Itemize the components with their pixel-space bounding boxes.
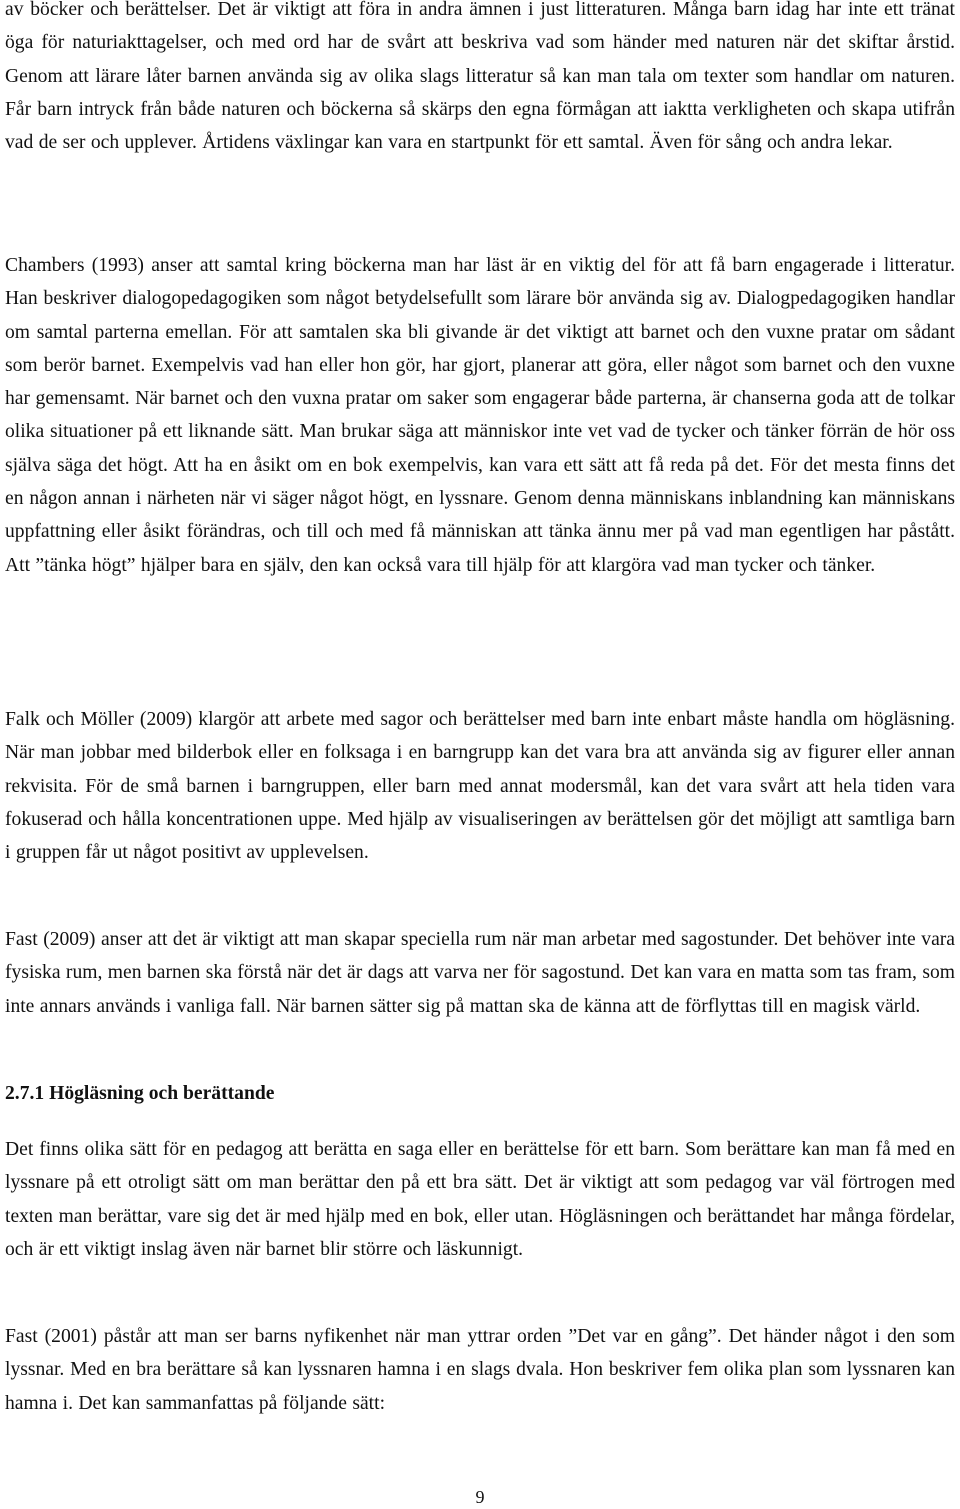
page-number: 9 xyxy=(475,1487,485,1507)
section-heading: 2.7.1 Högläsning och berättande xyxy=(5,1083,275,1104)
paragraph-nature-literature: av böcker och berättelser. Det är viktigt att föra in andra ämnen i just litteraturen. Många barn idag har inte ett tränat öga för naturiakttagelser, och med ord har de svårt att beskriva vad som händer med naturen när det skiftar årstid. Genom att lärare låter barnen använda sig av olika slags litteratur så kan man tala om texter som handlar om naturen. Får barn intryck från både naturen och böckerna så skärps den egna förmågan att iaktta verkligheten och skapa utifrån vad de ser och upplever. Årtidens växlingar kan vara en startpunkt för ett samtal. Även för sång och andra lekar. xyxy=(5,0,955,154)
paragraph-falk-moller: Falk och Möller (2009) klargör att arbete med sagor och berättelser med barn inte enbart måste handla om högläsning. När man jobbar med bilderbok eller en folksaga i en barngrupp kan det vara bra att använda sig av figurer eller annan rekvisita. För de små barnen i barngruppen, eller barn med annat modersmål, kan det vara svårt att hela tiden vara fokuserad och hålla koncentrationen uppe. Med hjälp av visualiseringen av berättelsen gör det möjligt att samtliga barn i gruppen får ut något positivt av upplevelsen. xyxy=(5,709,955,864)
paragraph-fast-2001: Fast (2001) påstår att man ser barns nyfikenhet när man yttrar orden ”Det var en gång”. Det händer något i den som lyssnar. Med en bra berättare så kan lyssnaren hamna i en slags dvala. Hon beskriver fem olika plan som lyssnaren kan hamna i. Det kan sammanfattas på följande sätt: xyxy=(5,1326,955,1414)
paragraph-fast-2009: Fast (2009) anser att det är viktigt att man skapar speciella rum när man arbetar med sagostunder. Det behöver inte vara fysiska rum, men barnen ska förstå när det är dags att varva ner för sagostund. Det kan vara en matta som tas fram, som inte annars används i vanliga fall. När barnen sätter sig på mattan ska de känna att de förflyttas till en magisk värld. xyxy=(5,929,955,1017)
paragraph-storytelling: Det finns olika sätt för en pedagog att berätta en saga eller en berättelse för ett barn. Som berättare kan man få med en lyssnare på ett otroligt sätt om man berättar den på ett bra sätt. Det är viktigt att som pedagog var väl förtrogen med texten man berättar, vare sig det är med hjälp med en bok, eller utan. Högläsningen och berättandet har många fördelar, och är ett viktigt inslag även när barnet blir större och läskunnigt. xyxy=(5,1139,955,1260)
paragraph-chambers: Chambers (1993) anser att samtal kring böckerna man har läst är en viktig del för att få barn engagerade i litteratur. Han beskriver dialogopedagogiken som något betydelsefullt som lärare bör använda sig av. Dialogpedagogiken handlar om samtal parterna emellan. För att samtalen ska bli givande är det viktigt att barnet och den vuxne pratar om sådant som berör barnet. Exempelvis vad han eller hon gör, har gjort, planerar att göra, eller något som barnet och den vuxne har gemensamt. När barnet och den vuxna pratar om saker som engagerar både parterna, är chanserna goda att de tolkar olika situationer på ett liknande sätt. Man brukar säga att människor inte vet vad de tycker och tänker förrän de hör oss själva säga det högt. Att ha en åsikt om en bok exempelvis, kan vara ett sätt att få reda på det. För det mesta finns det en någon annan i närheten när vi säger något högt, en lyssnare. Genom denna människans inblandning kan människans uppfattning eller åsikt förändras, och till och med få människan att tänka ännu mer på vad man egentligen har påstått. Att ”tänka högt” hjälper bara en själv, den kan också vara till hjälp för att klargöra vad man tycker och tänker. xyxy=(5,255,955,576)
